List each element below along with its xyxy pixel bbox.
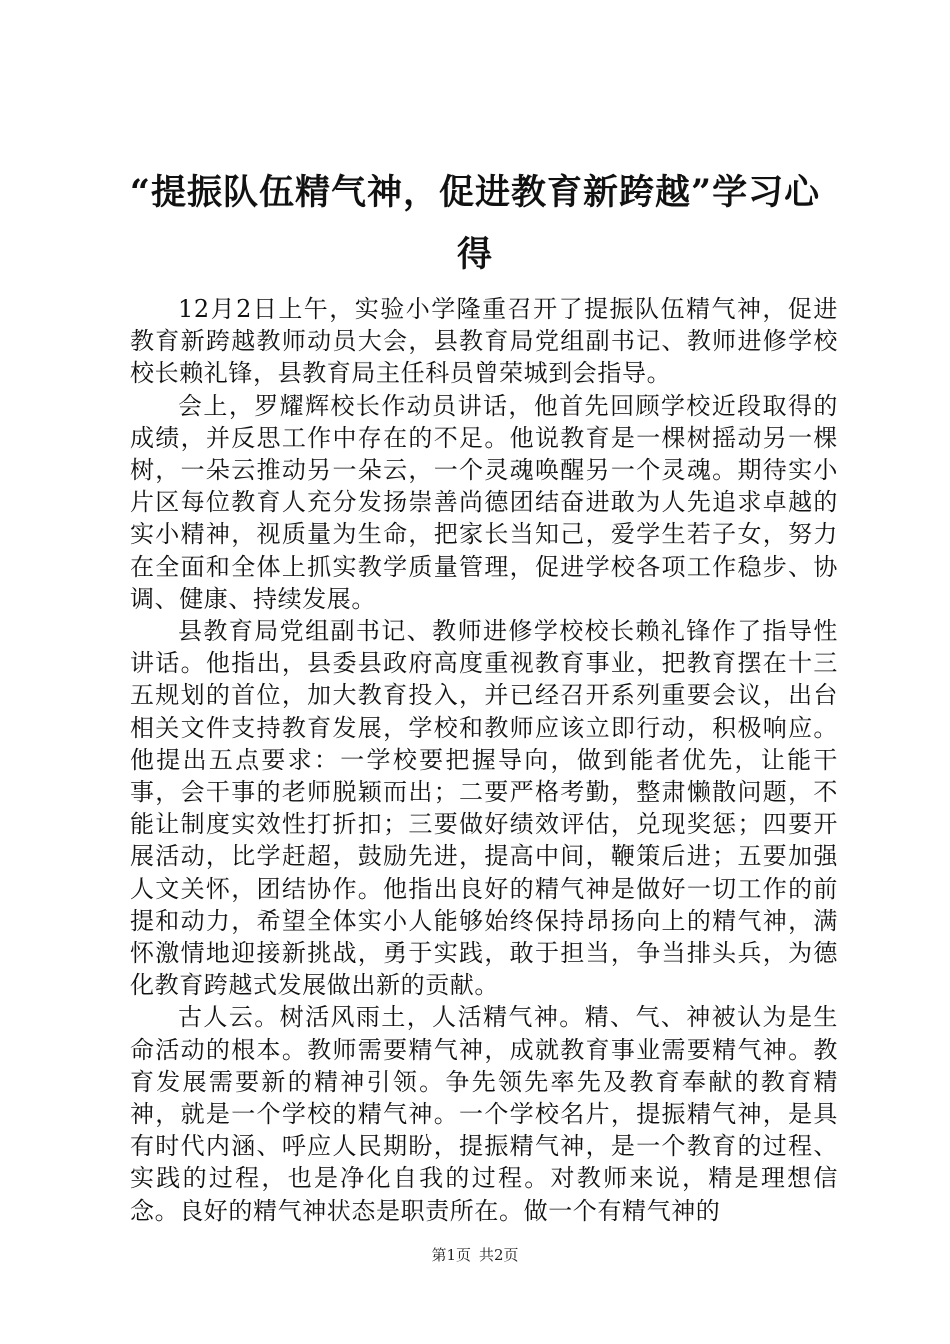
paragraph-4: 古人云。树活风雨土，人活精气神。精、气、神被认为是生命活动的根本。教师需要精气神，成就教育事业需要精气神。教育发展需要新的精神引领。争先领先率先及教育奉献的教育精神，就是一个学校的精气神。一个学校名片，提振精气神，是具有时代内涵、呼应人民期盼，提振精气神，是一个教育的过程、实践的过程，也是净化自我的过程。对教师来说，精是理想信念。良好的精气神状态是职责所在。做一个有精气神的: [130, 1003, 838, 1225]
document-title: “提振队伍精气神，促进教育新跨越”学习心得: [129, 172, 821, 275]
document-body: [130, 293, 838, 1227]
page-total: 共2页: [479, 1246, 519, 1264]
paragraph-2: 会上，罗耀辉校长作动员讲话，他首先回顾学校近段取得的成绩，并反思工作中存在的不足。他说教育是一棵树摇动另一棵树，一朵云推动另一朵云，一个灵魂唤醒另一个灵魂。期待实小片区每位教育人充分发扬崇善尚德团结奋进敢为人先追求卓越的实小精神，视质量为生命，把家长当知己，爱学生若子女，努力在全面和全体上抓实教学质量管理，促进学校各项工作稳步、协调、健康、持续发展。: [130, 391, 838, 613]
page-number: 第1页: [431, 1246, 471, 1264]
page-footer: [0, 1245, 950, 1265]
paragraph-1: 12月2日上午，实验小学隆重召开了提振队伍精气神，促进教育新跨越教师动员大会，县教育局党组副书记、教师进修学校校长赖礼锋，县教育局主任科员曾荣城到会指导。: [130, 295, 838, 388]
paragraph-3: 县教育局党组副书记、教师进修学校校长赖礼锋作了指导性讲话。他指出，县委县政府高度重视教育事业，把教育摆在十三五规划的首位，加大教育投入，并已经召开系列重要会议，出台相关文件支持教育发展，学校和教师应该立即行动，积极响应。他提出五点要求：一学校要把握导向，做到能者优先，让能干事，会干事的老师脱颖而出；二要严格考勤，整肃懒散问题，不能让制度实效性打折扣；三要做好绩效评估，兑现奖惩；四要开展活动，比学赶超，鼓励先进，提高中间，鞭策后进；五要加强人文关怀，团结协作。他指出良好的精气神是做好一切工作的前提和动力，希望全体实小人能够始终保持昂扬向上的精气神，满怀激情地迎接新挑战，勇于实践，敢于担当，争当排头兵，为德化教育跨越式发展做出新的贡献。: [130, 617, 838, 1000]
